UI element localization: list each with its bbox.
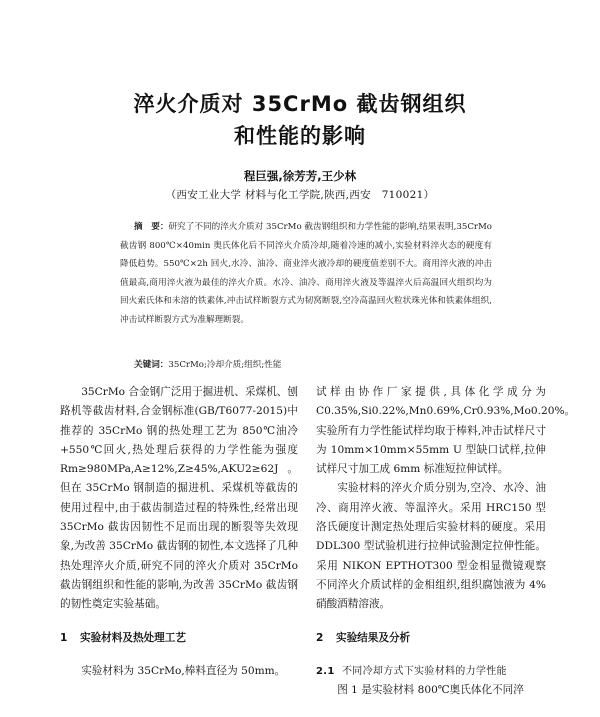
- section-heading-2: [316, 629, 546, 648]
- keywords: [134, 358, 494, 370]
- subsection-heading-2-1: [316, 662, 546, 681]
- abstract: [120, 218, 492, 329]
- paper-title-line-1: 淬火介质对 35CrMo 截齿钢组织: [133, 92, 467, 116]
- affiliation: （西安工业大学 材料与化工学院,陕西,西安 710021）: [165, 189, 435, 201]
- section-heading-1: [60, 629, 298, 648]
- subsection-title: 不同冷却方式下实验材料的力学性能: [342, 665, 507, 677]
- section-title: 实验结果及分析: [336, 631, 411, 644]
- section-number: 1: [60, 631, 68, 644]
- left-column: [60, 383, 298, 681]
- results-paragraph: 图 1 是实验材料 800℃奥氏体化不同淬: [337, 684, 524, 697]
- intro-paragraph: 35CrMo 合金钢广泛用于掘进机、采煤机、刨路机等截齿材料,合金钢标准(GB/T6077-2015)中推荐的 35CrMo 钢的热处理工艺为 850℃油冷+550℃回火,热处理后获得的力学性能为强度 Rm≥980MPa,A≥12%,Z≥45%,AKU2≥62J。但在 35CrMo 钢制造的掘进机、采煤机等截齿的使用过程中,由于截齿制造过程的特殊性,经常出现 35CrMo 截齿因韧性不足而出现的断裂等失效现象,为改善 35CrMo 截齿钢的韧性,本文选择了几种热处理淬火介质,研究不同的淬火介质对 35CrMo 截齿钢组织和性能的影响,为改善 35CrMo 截齿钢的韧性奠定实验基础。: [60, 386, 298, 611]
- keywords-label: 关键词：: [134, 360, 169, 370]
- abstract-label: 摘 要：: [134, 222, 169, 232]
- section-number: 2: [316, 631, 324, 644]
- paper-title-line-2: 和性能的影响: [234, 124, 366, 148]
- abstract-text: 研究了不同的淬火介质对 35CrMo 截齿钢组织和力学性能的影响,结果表明,35CrMo 截齿钢 800℃×40min 奥氏体化后不同淬火介质冷却,随着冷速的减小,实验材料淬火态的硬度有降低趋势。550℃×2h 回火,水冷、油冷、商业淬火液冷却的硬度值差别不大。商用淬火液的冲击值最高,商用淬火液为最佳的淬火介质。水冷、油冷、商用淬火液及等温淬火后高温回火组织均为回火索氏体和未溶的铁素体,冲击试样断裂方式为韧窝断裂,空冷高温回火粒状珠光体和铁素体组织,冲击试样断裂方式为准解理断裂。: [120, 222, 492, 325]
- composition-paragraph: 试样由协作厂家提供,具体化学成分为 C0.35%,Si0.22%,Mn0.69%,Cr0.93%,Mo0.20%。实验所有力学性能试样均取于棒料,冲击试样尺寸为 10mm×10mm×55mm U 型缺口试样,拉伸试样尺寸加工成 6mm 标准短拉伸试样。: [316, 386, 576, 476]
- right-column: [316, 383, 576, 700]
- authors: 程巨强,徐芳芳,王少林: [243, 169, 357, 183]
- methods-paragraph: 实验材料的淬火介质分别为,空冷、水冷、油冷、商用淬火液、等温淬火。采用 HRC150 型洛氏硬度计测定热处理后实验材料的硬度。采用 DDL300 型试验机进行拉伸试验测定拉伸性能。采用 NIKON EPTHOT300 型金相显微镜观察不同淬火介质试样的金相组织,组织腐蚀液为 4%硝酸酒精溶液。: [316, 482, 546, 611]
- materials-paragraph: 实验材料为 35CrMo,棒料直径为 50mm。: [81, 664, 286, 677]
- keywords-text: 35CrMo;冷却介质;组织;性能: [168, 360, 282, 370]
- section-title: 实验材料及热处理工艺: [80, 631, 186, 644]
- subsection-number: 2.1: [316, 665, 335, 677]
